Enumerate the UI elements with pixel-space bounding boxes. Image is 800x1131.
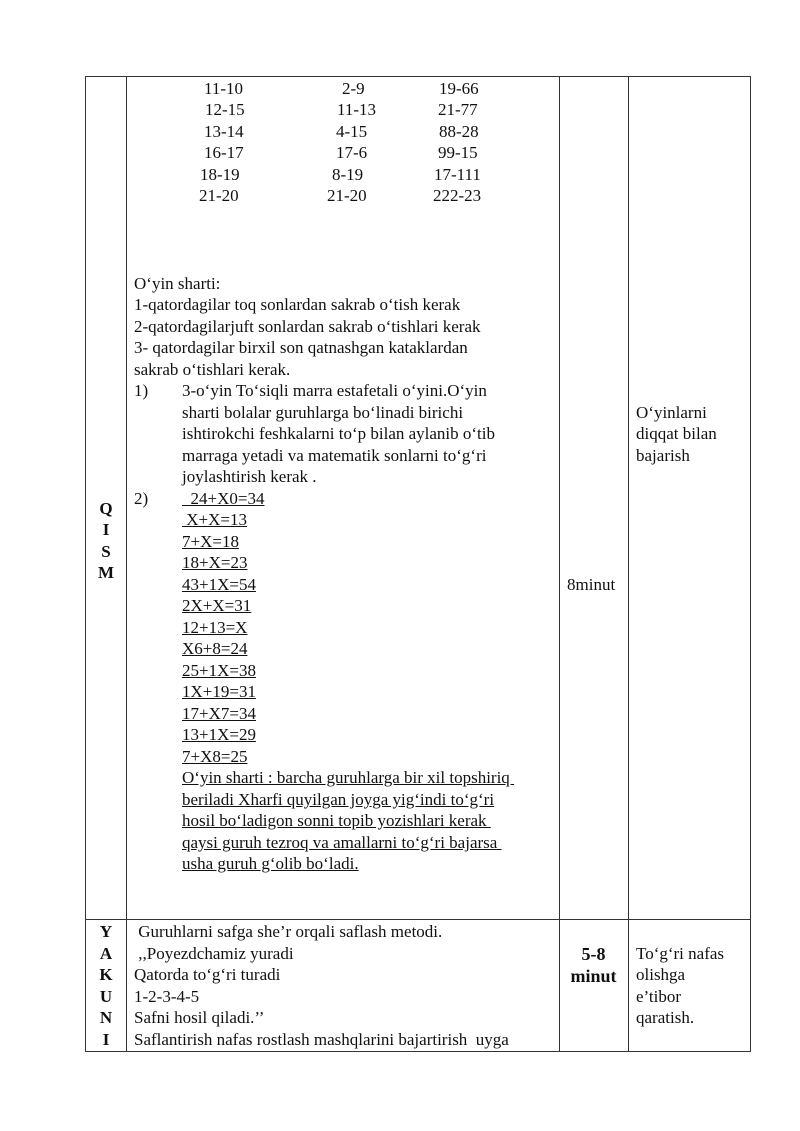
row-divider: [86, 919, 750, 920]
content-line: ,,Poyezdchamiz yuradi: [134, 944, 294, 963]
content-line: Saflantirish nafas rostlash mashqlarini bajartirish uyga: [134, 1030, 509, 1049]
grid-cell: 11-13: [337, 100, 377, 119]
label-letter: I: [102, 1030, 110, 1049]
equation: 13+1X=29: [182, 725, 256, 744]
equation: 17+X7=34: [182, 704, 256, 723]
content-line: Guruhlarni safga she’r orqali saflash metodi.: [134, 922, 443, 941]
column-divider: [628, 77, 629, 1051]
equation: 7+X8=25: [182, 747, 248, 766]
equation: 7+X=18: [182, 532, 239, 551]
grid-cell: 21-77: [438, 100, 478, 119]
item-text-line: ishtirokchi feshkalarni to‘p bilan aylanib o‘tib: [182, 424, 496, 443]
equation: X+X=13: [182, 510, 247, 529]
note-line: bajarish: [636, 446, 690, 465]
label-letter: N: [99, 1008, 113, 1027]
grid-cell: 11-10: [204, 79, 244, 98]
grid-cell: 222-23: [433, 186, 482, 205]
item-text-line: marraga yetadi va matematik sonlarni to‘g‘ri: [182, 446, 487, 465]
condition-line: usha guruh g‘olib bo‘ladi.: [182, 854, 359, 873]
list-number: 2): [134, 489, 149, 508]
column-divider: [126, 77, 127, 1051]
label-letter: S: [101, 542, 111, 561]
grid-cell: 21-20: [327, 186, 367, 205]
note-line: To‘g‘ri nafas: [636, 944, 725, 963]
grid-cell: 13-14: [204, 122, 244, 141]
rule-line: sakrab o‘tishlari kerak.: [134, 360, 291, 379]
grid-cell: 2-9: [342, 79, 365, 98]
content-line: Safni hosil qiladi.’’: [134, 1008, 265, 1027]
label-letter: A: [99, 944, 113, 963]
note-line: qaratish.: [636, 1008, 695, 1027]
grid-cell: 19-66: [439, 79, 479, 98]
condition-line: beriladi Xharfi quyilgan joyga yig‘indi to‘g‘ri: [182, 790, 495, 809]
content-line: Qatorda to‘g‘ri turadi: [134, 965, 281, 984]
equation: 12+13=X: [182, 618, 248, 637]
note-line: O‘yinlarni: [636, 403, 707, 422]
equation: 1X+19=31: [182, 682, 256, 701]
label-letter: U: [99, 987, 113, 1006]
time-cell: 8minut: [567, 575, 616, 594]
rule-line: 2-qatordagilarjuft sonlardan sakrab o‘tishlari kerak: [134, 317, 481, 336]
item-text-line: joylashtirish kerak .: [182, 467, 317, 486]
equation: 2X+X=31: [182, 596, 252, 615]
grid-cell: 21-20: [199, 186, 239, 205]
rule-line: 3- qatordagilar birxil son qatnashgan kataklardan: [134, 338, 468, 357]
rules-title: O‘yin sharti:: [134, 274, 221, 293]
label-letter: M: [97, 563, 115, 582]
column-divider: [559, 77, 560, 1051]
equation: X6+8=24: [182, 639, 248, 658]
equation: 18+X=23: [182, 553, 248, 572]
label-letter: K: [99, 965, 113, 984]
condition-line: hosil bo‘ladigon sonni topib yozishlari kerak: [182, 811, 491, 830]
content-line: 1-2-3-4-5: [134, 987, 200, 1006]
list-number: 1): [134, 381, 149, 400]
grid-cell: 4-15: [336, 122, 368, 141]
rule-line: 1-qatordagilar toq sonlardan sakrab o‘tish kerak: [134, 295, 461, 314]
equation: 25+1X=38: [182, 661, 256, 680]
time-line: 5-8: [581, 944, 606, 964]
equation: 43+1X=54: [182, 575, 256, 594]
note-line: e’tibor: [636, 987, 682, 1006]
time-line: minut: [570, 966, 617, 986]
item-text-line: 3-o‘yin To‘siqli marra estafetali o‘yini.O‘yin: [182, 381, 487, 400]
grid-cell: 88-28: [439, 122, 479, 141]
condition-line: O‘yin sharti : barcha guruhlarga bir xil topshiriq: [182, 768, 515, 787]
grid-cell: 8-19: [332, 165, 364, 184]
grid-cell: 18-19: [200, 165, 240, 184]
grid-cell: 16-17: [204, 143, 244, 162]
label-letter: Y: [99, 922, 113, 941]
label-letter: Q: [99, 499, 113, 518]
condition-line: qaysi guruh tezroq va amallarni to‘g‘ri bajarsa: [182, 833, 502, 852]
note-line: diqqat bilan: [636, 424, 717, 443]
item-text-line: sharti bolalar guruhlarga bo‘linadi birichi: [182, 403, 464, 422]
note-line: olishga: [636, 965, 686, 984]
grid-cell: 99-15: [438, 143, 478, 162]
grid-cell: 12-15: [205, 100, 245, 119]
label-letter: I: [102, 520, 110, 539]
grid-cell: 17-6: [336, 143, 368, 162]
grid-cell: 17-111: [434, 165, 481, 184]
equation: 24+X0=34: [182, 489, 265, 508]
